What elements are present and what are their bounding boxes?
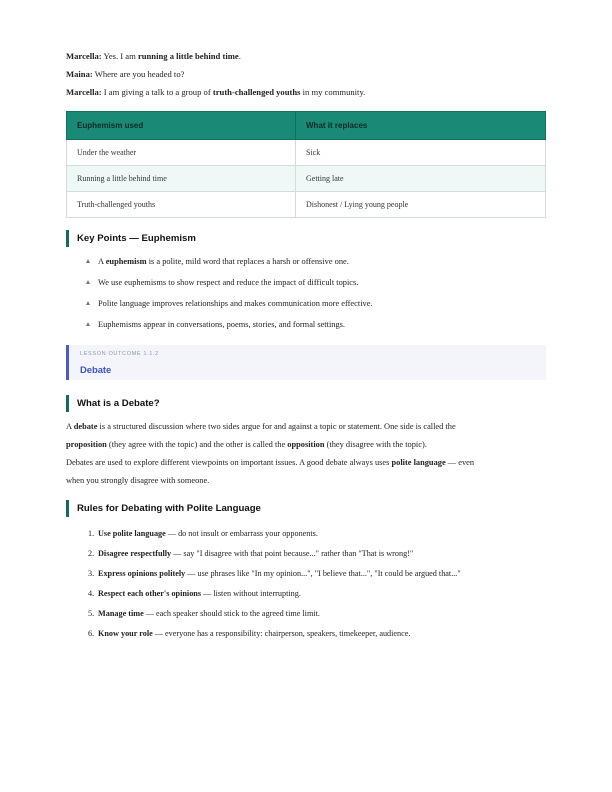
table-row [67,140,546,166]
list-item [88,528,318,539]
para-emphasis: proposition [66,440,107,449]
list-item [86,256,349,267]
item-number: 1. [88,529,95,538]
para-text: when you strongly disagree with someone. [66,476,210,485]
list-item [86,319,345,330]
dialog-text: . [238,51,241,61]
debate-line [66,475,546,486]
dialog-text: in my community. [300,87,366,97]
para-text: (they agree with the topic) and the other is called the [106,440,288,449]
list-item [88,588,301,599]
triangle-bullet-icon [86,259,90,263]
table-cell: Getting late [296,166,546,192]
item-text: Polite language improves relationships and makes communication more effective. [98,299,373,308]
list-item [88,568,461,579]
para-emphasis: debate [73,422,98,431]
item-emphasis: Disagree respectfully [98,549,172,558]
dialog-emphasis: truth-challenged youths [212,87,301,97]
triangle-bullet-icon [86,301,90,305]
lesson-outcome-code: LESSON OUTCOME 1.1.2 [80,351,159,357]
dialog-text: I am giving a talk to a group of [101,87,213,97]
table-header-row [67,112,546,140]
item-text: — do not insult or embarrass your opponents. [165,529,318,538]
lesson-outcome-title: Debate [80,364,112,375]
list-item [88,548,413,559]
debate-line [66,439,546,450]
triangle-bullet-icon [86,322,90,326]
table-cell: Running a little behind time [67,166,296,192]
speaker-name: Maina: [66,69,93,79]
table-cell: Sick [296,140,546,166]
item-emphasis: Manage time [98,609,144,618]
item-text: — each speaker should stick to the agreed time limit. [143,609,320,618]
para-text: — even [445,458,475,467]
rules-heading: Rules for Debating with Polite Language [66,500,261,517]
column-header: What it replaces [296,112,546,140]
item-emphasis: Use polite language [98,529,166,538]
item-number: 5. [88,609,95,618]
item-emphasis: Respect each other's opinions [98,589,202,598]
dialog-line [66,87,365,98]
item-text: — listen without interrupting. [201,589,301,598]
item-number: 4. [88,589,95,598]
item-emphasis: euphemism [105,257,147,266]
para-text: Debates are used to explore different viewpoints on important issues. A good debate always uses [66,458,392,467]
debate-line [66,457,546,468]
para-text: is a structured discussion where two sides argue for and against a topic or statement. One side is called the [97,422,456,431]
dialog-line [66,51,241,62]
item-emphasis: Express opinions politely [98,569,186,578]
lesson-outcome-box [66,345,546,380]
item-number: 3. [88,569,95,578]
item-text: is a polite, mild word that replaces a harsh or offensive one. [146,257,349,266]
list-item [86,277,358,288]
debate-heading: What is a Debate? [66,395,160,412]
item-number: 6. [88,629,95,638]
list-item [88,628,410,639]
speaker-name: Marcella: [66,51,102,61]
speaker-name: Marcella: [66,87,102,97]
key-points-heading: Key Points — Euphemism [66,230,196,247]
euphemism-table [66,111,546,218]
dialog-text: Yes. I am [101,51,138,61]
list-item [86,298,373,309]
item-emphasis: Know your role [98,629,153,638]
item-number: 2. [88,549,95,558]
para-emphasis: opposition [287,440,325,449]
column-header: Euphemism used [67,112,296,140]
debate-line [66,421,546,432]
item-text: A [98,257,106,266]
table-cell: Under the weather [67,140,296,166]
item-text: — everyone has a responsibility: chairperson, speakers, timekeeper, audience. [152,629,411,638]
table-row [67,192,546,218]
dialog-line [66,69,184,80]
item-text: — use phrases like "In my opinion...", "I believe that...", "It could be argued that..." [185,569,461,578]
para-text: (they disagree with the topic). [324,440,427,449]
list-item [88,608,320,619]
table-cell: Truth-challenged youths [67,192,296,218]
para-text: A [66,422,74,431]
dialog-text: Where are you headed to? [92,69,185,79]
item-text: Euphemisms appear in conversations, poems, stories, and formal settings. [98,320,346,329]
triangle-bullet-icon [86,280,90,284]
table-row [67,166,546,192]
item-text: We use euphemisms to show respect and reduce the impact of difficult topics. [98,278,359,287]
item-text: — say "I disagree with that point because..." rather than "That is wrong!" [171,549,414,558]
dialog-emphasis: running a little behind time [137,51,239,61]
table-cell: Dishonest / Lying young people [296,192,546,218]
para-emphasis: polite language [391,458,446,467]
